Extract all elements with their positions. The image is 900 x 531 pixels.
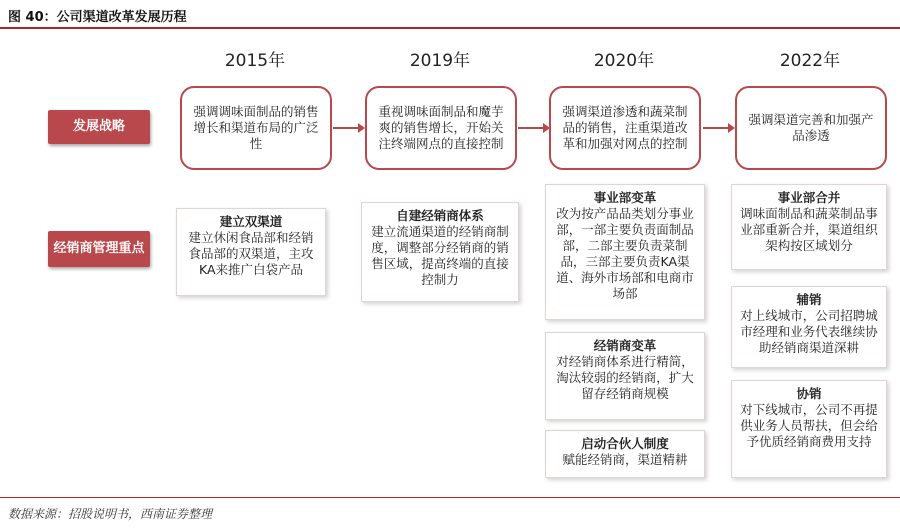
note-title: 辅销 (796, 292, 822, 307)
label-strategy: 发展战略 (48, 110, 150, 144)
note-body: 调味面制品和蔬菜制品事业部重新合并，渠道组织架构按区域划分 (740, 206, 878, 253)
note-title: 自建经销商体系 (396, 208, 484, 223)
note-2022-assist (731, 286, 887, 368)
note-title: 协销 (796, 386, 822, 401)
note-body: 赋能经销商，渠道精耕 (562, 452, 688, 467)
note-2015 (176, 208, 326, 296)
note-body: 建立休闲食品部和经销食品部的双渠道，主攻KA来推广白袋产品 (188, 230, 314, 277)
strategy-box-2022 (735, 86, 887, 170)
arrow-right-icon (333, 127, 359, 129)
note-2020-dealer-reform (545, 332, 705, 420)
note-title: 经销商变革 (593, 338, 657, 353)
note-title: 启动合伙人制度 (581, 436, 669, 451)
note-body: 对上线城市，公司招聘城市经理和业务代表继续协助经销商渠道深耕 (740, 308, 878, 355)
note-body: 对下线城市，公司不再提供业务人员帮扶，但会给予优质经销商费用支持 (740, 402, 878, 449)
note-title: 事业部合并 (777, 190, 841, 205)
note-body: 对经销商体系进行精简，淘汰较弱的经销商，扩大留存经销商规模 (556, 354, 694, 401)
note-title: 建立双渠道 (219, 214, 283, 229)
strategy-text-2015: 强调调味面制品的销售增长和渠道布局的广泛性 (193, 104, 319, 151)
bottom-divider (0, 497, 900, 498)
note-2020-partner (545, 430, 705, 478)
figure-title: 图 40：公司渠道改革发展历程 (8, 10, 187, 25)
arrow-right-icon (703, 127, 729, 129)
label-dealer-management: 经销商管理重点 (48, 231, 150, 267)
year-2015: 2015年 (224, 51, 286, 71)
arrow-right-icon (518, 127, 544, 129)
note-2022-merge (731, 184, 887, 270)
strategy-text-2020: 强调渠道渗透和蔬菜制品的销售，注重渠道改革和加强对网点的控制 (562, 104, 688, 151)
strategy-text-2022: 强调渠道完善和加强产品渗透 (748, 112, 874, 143)
note-title: 事业部变革 (593, 190, 657, 205)
note-2020-division-reform (545, 184, 705, 320)
strategy-box-2015 (180, 86, 332, 170)
strategy-text-2019: 重视调味面制品和魔芋爽的销售增长，开始关注终端网点的直接控制 (378, 104, 504, 151)
note-body: 建立流通渠道的经销商制度，调整部分经销商的销售区域，提高终端的直接控制力 (371, 224, 509, 287)
year-2019: 2019年 (409, 51, 471, 71)
note-2022-cosell (731, 380, 887, 478)
top-divider (0, 27, 900, 29)
year-2020: 2020年 (593, 51, 655, 71)
year-2022: 2022年 (779, 51, 841, 71)
note-body: 改为按产品品类划分事业部，一部主要负责面制品部，二部主要负责菜制品，三部主要负责KA渠道、海外市场部和电商市场部 (556, 206, 694, 301)
strategy-box-2019 (365, 86, 517, 170)
source-note: 数据来源：招股说明书，西南证券整理 (8, 507, 213, 521)
strategy-box-2020 (549, 86, 701, 170)
note-2019 (361, 202, 519, 302)
